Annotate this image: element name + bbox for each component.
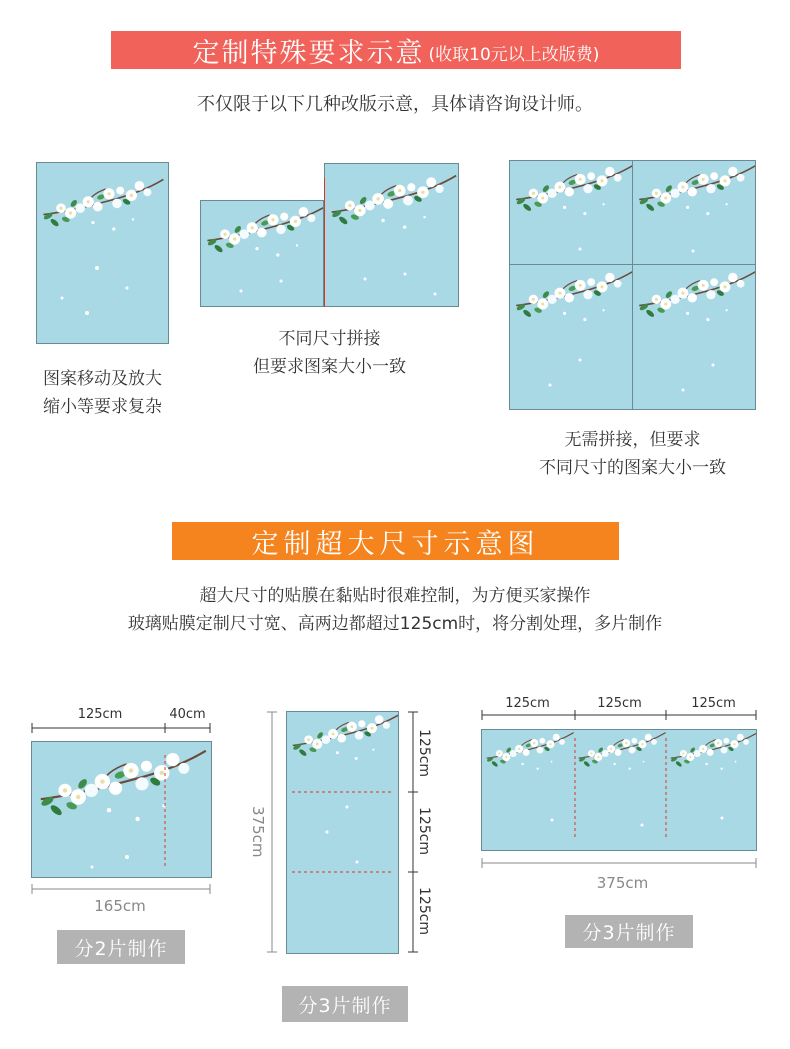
example-c-panel — [632, 160, 756, 265]
example-c-caption-line2: 不同尺寸的图案大小一致 — [539, 458, 726, 478]
ex3-dim-bottom: 375cm — [596, 874, 649, 892]
ex1-badge: 分2片制作 — [57, 930, 185, 964]
ex3-panel — [481, 729, 757, 851]
example-c-caption — [480, 426, 785, 482]
example-a-panel — [36, 162, 169, 344]
section2-intro-line1: 超大尺寸的贴膜在黏贴时很难控制，为方便买家操作 — [199, 586, 591, 606]
blossom-art — [32, 742, 212, 878]
ex3-badge: 分3片制作 — [565, 915, 693, 948]
ex2-dim-seg2: 125cm — [416, 807, 432, 856]
ex1-dim-bottom: 165cm — [94, 897, 146, 915]
section2-banner — [172, 522, 619, 560]
ex2-dim-seg3: 125cm — [416, 887, 432, 936]
ex3-dim-c: 125cm — [691, 696, 736, 711]
example-c-caption-line1: 无需拼接，但要求 — [564, 430, 701, 450]
section2-intro-line2: 玻璃贴膜定制尺寸宽、高两边都超过125cm时，将分割处理，多片制作 — [127, 614, 663, 634]
blossom-art — [325, 164, 459, 307]
ex1-dim-b: 40cm — [169, 707, 206, 722]
example-c-panel — [632, 264, 756, 410]
ex2-badge: 分3片制作 — [282, 986, 408, 1022]
section2-title: 定制超大尺寸示意图 — [251, 528, 540, 560]
section1-title-note: (收取10元以上改版费) — [428, 44, 600, 65]
example-a-caption — [20, 365, 185, 421]
ex1-panel — [31, 741, 212, 878]
blossom-art — [510, 265, 633, 410]
example-b-large-panel — [324, 163, 459, 307]
ex3-dim-b: 125cm — [597, 696, 642, 711]
example-c-panel — [509, 160, 633, 265]
blossom-art — [633, 265, 756, 410]
section1-banner — [111, 31, 681, 69]
example-b-caption-line2: 但要求图案大小一致 — [253, 357, 406, 377]
section2-intro — [0, 582, 790, 638]
blossom-art — [37, 163, 169, 344]
ex2-dim-seg1: 125cm — [416, 729, 432, 778]
blossom-art — [510, 161, 633, 265]
example-a-caption-line2: 缩小等要求复杂 — [43, 397, 162, 417]
section1-intro: 不仅限于以下几种改版示意，具体请咨询设计师。 — [197, 94, 593, 115]
example-c-panel — [509, 264, 633, 410]
blossom-art — [482, 730, 757, 851]
ex2-dim-side: 375cm — [249, 806, 267, 858]
blossom-art — [633, 161, 756, 265]
example-a-caption-line1: 图案移动及放大 — [43, 369, 162, 389]
section1-title: 定制特殊要求示意 — [192, 37, 425, 69]
example-b-small-panel — [200, 200, 324, 307]
blossom-art — [201, 201, 324, 307]
ex3-dim-a: 125cm — [505, 696, 550, 711]
example-b-caption — [200, 325, 459, 381]
ex1-dim-a: 125cm — [77, 707, 123, 722]
example-b-caption-line1: 不同尺寸拼接 — [278, 329, 381, 349]
blossom-art — [287, 712, 399, 954]
ex2-panel — [286, 711, 399, 954]
